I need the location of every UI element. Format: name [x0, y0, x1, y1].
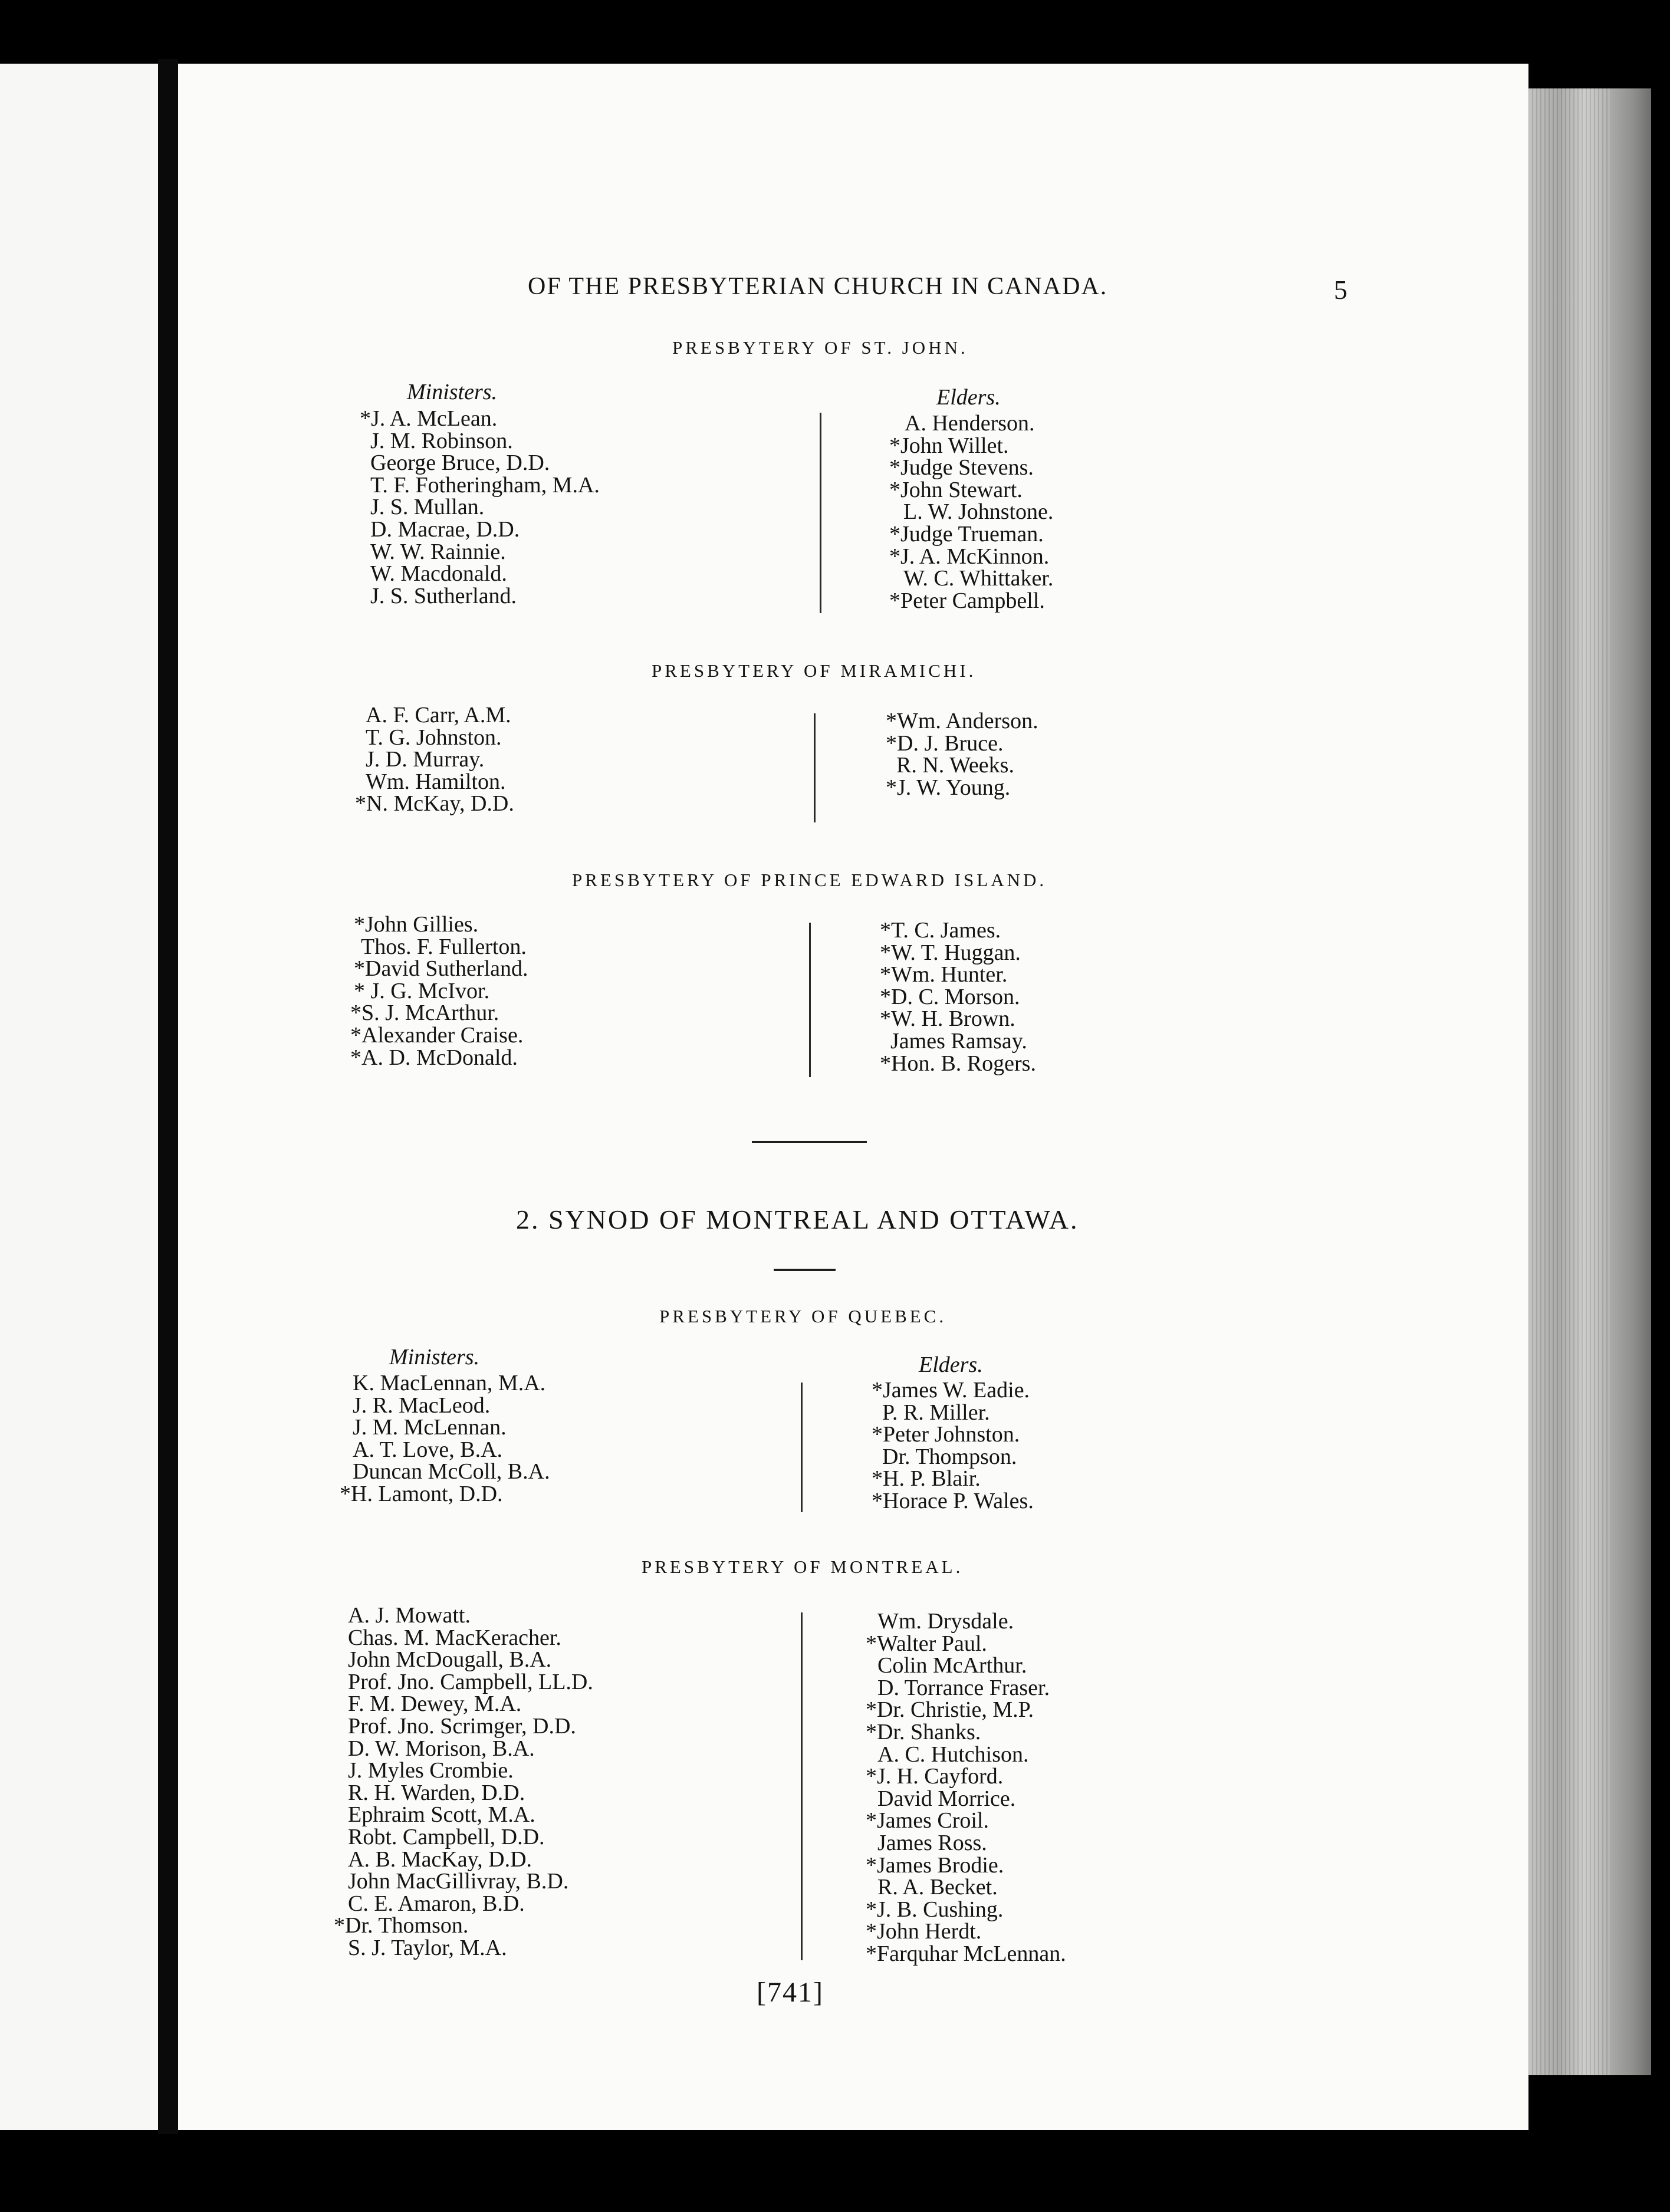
- list-item: Chas. M. MacKeracher.: [348, 1625, 561, 1650]
- elders-list-miramichi: [886, 710, 1038, 799]
- list-item: John McDougall, B.A.: [348, 1647, 552, 1673]
- list-item: R. A. Becket.: [877, 1875, 998, 1900]
- list-item: Ephraim Scott, M.A.: [348, 1802, 535, 1828]
- list-item: J. Myles Crombie.: [348, 1758, 514, 1783]
- list-item: *J. A. McLean.: [360, 406, 498, 431]
- list-item: *Peter Campbell.: [889, 588, 1045, 613]
- column-divider: [801, 1612, 803, 1960]
- list-item: J. D. Murray.: [366, 747, 485, 772]
- list-item: *John Gillies.: [354, 912, 479, 937]
- list-item: *Judge Stevens.: [889, 455, 1034, 480]
- list-item: *J. H. Cayford.: [866, 1764, 1004, 1789]
- list-item: F. M. Dewey, M.A.: [348, 1691, 522, 1717]
- ministers-list-pei: [350, 912, 528, 1070]
- list-item: *Dr. Shanks.: [866, 1719, 981, 1744]
- section-title-pei: PRESBYTERY OF PRINCE EDWARD ISLAND.: [572, 870, 1047, 890]
- list-item: P. R. Miller.: [882, 1400, 990, 1425]
- ministers-list-st-john: [360, 408, 600, 607]
- list-item: James Ramsay.: [890, 1028, 1027, 1054]
- list-item: *W. H. Brown.: [880, 1006, 1015, 1032]
- list-item: D. Macrae, D.D.: [370, 516, 520, 542]
- list-item: R. H. Warden, D.D.: [348, 1780, 525, 1805]
- list-item: J. S. Mullan.: [370, 495, 485, 520]
- list-item: *A. D. McDonald.: [350, 1045, 518, 1070]
- list-item: Thos. F. Fullerton.: [361, 934, 527, 959]
- ministers-heading: Ministers.: [389, 1345, 480, 1370]
- list-item: W. C. Whittaker.: [903, 566, 1054, 591]
- list-item: *John Herdt.: [866, 1919, 982, 1944]
- list-item: *Wm. Anderson.: [886, 709, 1038, 733]
- list-item: A. J. Mowatt.: [348, 1603, 471, 1628]
- book-gutter: [158, 59, 178, 2134]
- list-item: *Dr. Christie, M.P.: [866, 1697, 1034, 1723]
- list-item: *J. B. Cushing.: [866, 1897, 1004, 1922]
- section-title-montreal: PRESBYTERY OF MONTREAL.: [642, 1556, 964, 1577]
- list-item: A. B. MacKay, D.D.: [348, 1846, 532, 1872]
- list-item: J. M. McLennan.: [353, 1415, 507, 1440]
- list-item: *J. W. Young.: [886, 775, 1011, 800]
- list-item: *Farquhar McLennan.: [866, 1941, 1066, 1966]
- synod-title: 2. SYNOD OF MONTREAL AND OTTAWA.: [516, 1204, 1079, 1235]
- list-item: *Walter Paul.: [866, 1631, 987, 1656]
- list-item: L. W. Johnstone.: [903, 499, 1054, 525]
- list-item: D. Torrance Fraser.: [877, 1675, 1050, 1700]
- list-item: *W. T. Huggan.: [880, 940, 1021, 965]
- list-item: *Wm. Hunter.: [880, 962, 1008, 988]
- list-item: A. C. Hutchison.: [877, 1742, 1029, 1767]
- list-item: A. F. Carr, A.M.: [366, 703, 511, 728]
- list-item: *H. P. Blair.: [872, 1466, 981, 1492]
- list-item: T. G. Johnston.: [366, 725, 502, 750]
- list-item: *H. Lamont, D.D.: [340, 1481, 503, 1506]
- list-item: *John Willet.: [889, 433, 1009, 458]
- section-title-st-john: PRESBYTERY OF ST. JOHN.: [672, 337, 968, 358]
- list-item: Colin McArthur.: [877, 1653, 1027, 1678]
- list-item: Robt. Campbell, D.D.: [348, 1824, 545, 1849]
- list-item: Dr. Thompson.: [882, 1444, 1017, 1469]
- folio: [741]: [757, 1977, 824, 2008]
- ministers-list-montreal: [334, 1603, 593, 1960]
- list-item: W. W. Rainnie.: [370, 539, 506, 564]
- list-item: James Ross.: [877, 1830, 987, 1855]
- page-number: 5: [1334, 275, 1347, 305]
- list-item: T. F. Fotheringham, M.A.: [370, 472, 600, 498]
- list-item: C. E. Amaron, B.D.: [348, 1891, 525, 1916]
- list-item: Prof. Jno. Campbell, LL.D.: [348, 1669, 593, 1694]
- list-item: D. W. Morison, B.A.: [348, 1736, 535, 1761]
- elders-list-montreal: [866, 1611, 1066, 1966]
- section-title-miramichi: PRESBYTERY OF MIRAMICHI.: [652, 660, 977, 681]
- ministers-list-miramichi: [355, 703, 514, 817]
- list-item: J. R. MacLeod.: [353, 1393, 491, 1418]
- list-item: *Hon. B. Rogers.: [880, 1051, 1036, 1076]
- list-item: *Judge Trueman.: [889, 521, 1044, 547]
- list-item: *Alexander Craise.: [350, 1022, 524, 1048]
- synod-rule: [774, 1269, 836, 1271]
- elders-list-st-john: [889, 413, 1053, 612]
- list-item: John MacGillivray, B.D.: [348, 1869, 569, 1894]
- elders-heading: Elders.: [936, 385, 1001, 410]
- list-item: Prof. Jno. Scrimger, D.D.: [348, 1713, 576, 1739]
- running-head: OF THE PRESBYTERIAN CHURCH IN CANADA.: [528, 273, 1108, 300]
- list-item: A. T. Love, B.A.: [353, 1437, 503, 1462]
- list-item: *David Sutherland.: [354, 956, 528, 982]
- column-divider: [809, 923, 811, 1077]
- elders-heading: Elders.: [919, 1352, 983, 1377]
- list-item: *S. J. McArthur.: [350, 1000, 499, 1026]
- list-item: *James Brodie.: [866, 1852, 1004, 1878]
- column-divider: [814, 713, 816, 822]
- list-item: *J. A. McKinnon.: [889, 544, 1050, 569]
- list-item: *N. McKay, D.D.: [355, 791, 514, 817]
- list-item: Duncan McColl, B.A.: [353, 1459, 550, 1484]
- list-item: K. MacLennan, M.A.: [353, 1371, 546, 1395]
- ministers-list-quebec: [340, 1371, 550, 1506]
- list-item: J. S. Sutherland.: [370, 583, 517, 608]
- list-item: J. M. Robinson.: [370, 428, 513, 453]
- list-item: *Peter Johnston.: [872, 1422, 1020, 1447]
- ministers-heading: Ministers.: [407, 380, 498, 404]
- elders-list-pei: [880, 920, 1036, 1075]
- list-item: Wm. Hamilton.: [366, 769, 506, 794]
- elders-list-quebec: [872, 1380, 1034, 1513]
- list-item: *James Croil.: [866, 1808, 989, 1834]
- list-item: *Horace P. Wales.: [872, 1488, 1034, 1513]
- list-item: * J. G. McIvor.: [354, 978, 490, 1003]
- list-item: *John Stewart.: [889, 477, 1023, 502]
- column-divider: [801, 1382, 803, 1512]
- list-item: George Bruce, D.D.: [370, 450, 550, 476]
- list-item: S. J. Taylor, M.A.: [348, 1935, 507, 1960]
- list-item: A. Henderson.: [905, 411, 1035, 436]
- list-item: *D. C. Morson.: [880, 984, 1020, 1009]
- section-title-quebec: PRESBYTERY OF QUEBEC.: [659, 1306, 947, 1326]
- facing-page-edge: [0, 64, 160, 2130]
- list-item: David Morrice.: [877, 1786, 1016, 1811]
- list-item: *T. C. James.: [880, 918, 1001, 943]
- section-rule: [752, 1141, 867, 1143]
- list-item: Wm. Drysdale.: [877, 1609, 1014, 1634]
- list-item: W. Macdonald.: [370, 561, 507, 587]
- list-item: *Dr. Thomson.: [334, 1913, 469, 1938]
- list-item: R. N. Weeks.: [896, 753, 1014, 778]
- list-item: *D. J. Bruce.: [886, 730, 1004, 756]
- list-item: *James W. Eadie.: [872, 1378, 1030, 1403]
- column-divider: [820, 413, 821, 613]
